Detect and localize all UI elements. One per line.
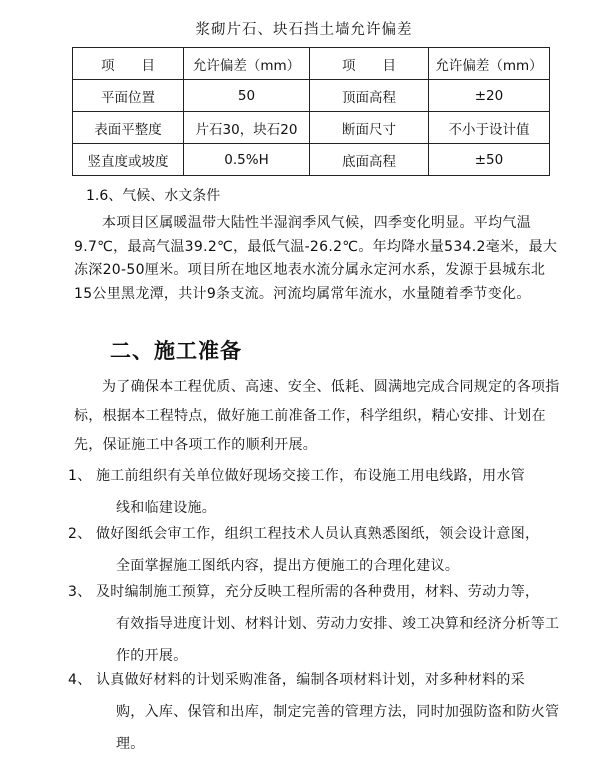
table-cell: 平面位置 [73, 80, 184, 112]
table-cell: ±50 [429, 144, 550, 176]
table-title: 浆砌片石、块石挡土墙允许偏差 [195, 22, 413, 38]
table-row [73, 80, 550, 112]
list-number: 3、 [68, 584, 92, 600]
intro-paragraph: 为了确保本工程优质、高速、安全、低耗、圆满地完成合同规定的各项指标，根据本工程特点，做好施工前准备工作，科学组织，精心安排、计划在先，保证施工中各项工作的顺利开展。 [74, 379, 560, 453]
list-text-continued: 购，入库、保管和出库，制定完善的管理方法，同时加强防盗和防火管理。 [116, 704, 560, 752]
list-text-continued: 有效指导进度计划、材料计划、劳动力安排、竣工决算和经济分析等工作的开展。 [116, 616, 560, 664]
table-cell: 底面高程 [310, 144, 429, 176]
list-number: 2、 [68, 526, 92, 542]
table-cell: 50 [184, 80, 310, 112]
table-cell: 片石30，块石20 [184, 112, 310, 144]
header-cell: 允许偏差（mm） [184, 48, 310, 80]
list-text-continued: 全面掌握施工图纸内容，提出方便施工的合理化建议。 [116, 558, 460, 574]
list-text: 施工前组织有关单位做好现场交接工作，布设施工用电线路，用水管 [96, 468, 525, 484]
table-cell: 竖直度或坡度 [73, 144, 184, 176]
table-cell: 顶面高程 [310, 80, 429, 112]
tolerance-table [72, 47, 550, 176]
list-number: 4、 [68, 672, 92, 688]
table-cell: 断面尺寸 [310, 112, 429, 144]
table-cell: 0.5%H [184, 144, 310, 176]
climate-paragraph: 本项目区属暖温带大陆性半湿润季风气候，四季变化明显。平均气温9.7℃，最高气温39.2℃，最低气温-26.2℃。年均降水量534.2毫米，最大冻深20-50厘米。项目所在地区地表水流分属永定河水系，发源于县城东北15公里黑龙潭，共计9条支流。河流均属常年流水，水量随着季节变化。 [74, 215, 558, 302]
table-cell: 不小于设计值 [429, 112, 550, 144]
header-cell: 项 目 [310, 48, 429, 80]
list-text-continued: 线和临建设施。 [116, 500, 217, 516]
list-text: 认真做好材料的计划采购准备，编制各项材料计划，对多种材料的采 [96, 672, 525, 688]
header-cell: 允许偏差（mm） [429, 48, 550, 80]
chapter-heading: 二、施工准备 [110, 338, 242, 363]
list-number: 1、 [68, 468, 92, 484]
section-label: 1.6、气候、水文条件 [86, 188, 221, 204]
list-text: 及时编制施工预算，充分反映工程所需的各种费用，材料、劳动力等， [96, 584, 540, 600]
table-cell: ±20 [429, 80, 550, 112]
table-cell: 表面平整度 [73, 112, 184, 144]
table-header-row [73, 48, 550, 80]
list-text: 做好图纸会审工作，组织工程技术人员认真熟悉图纸，领会设计意图， [96, 526, 540, 542]
header-cell: 项 目 [73, 48, 184, 80]
table-row [73, 112, 550, 144]
table-row [73, 144, 550, 176]
